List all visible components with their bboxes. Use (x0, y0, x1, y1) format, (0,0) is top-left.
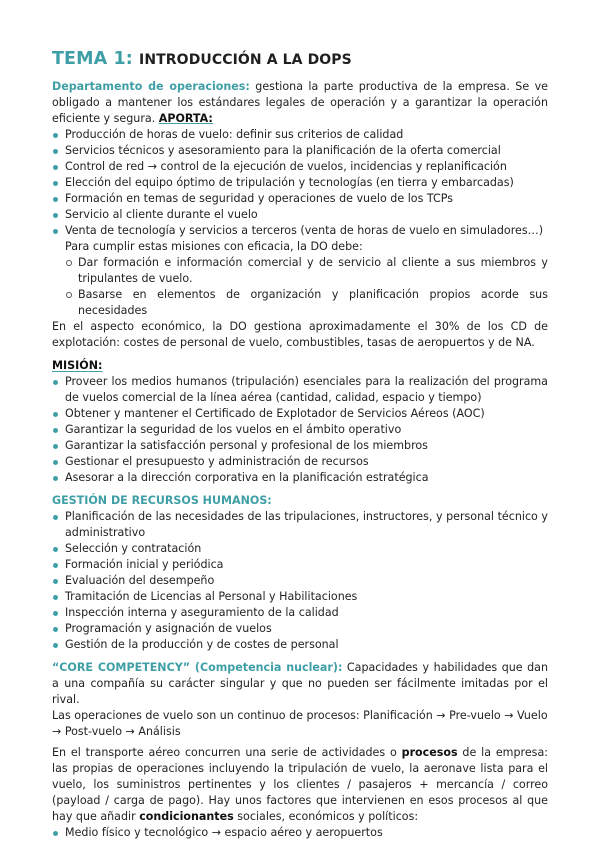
list-item: Venta de tecnología y servicios a terceros (venta de horas de vuelo en simuladores…) (52, 223, 548, 239)
list-item: Producción de horas de vuelo: definir sus criterios de calidad (52, 127, 548, 143)
core-text: Capacidades y habilidades que dan a una compañía su carácter singular y que no pueden ser fácilmente imitadas por el rival. (52, 661, 548, 706)
intro-label: Departamento de operaciones: (52, 80, 250, 93)
page-title (52, 48, 548, 71)
list-item: Gestionar el presupuesto y administración de recursos (52, 454, 548, 470)
transport-bold-1: procesos (401, 746, 458, 759)
econ-paragraph: En el aspecto económico, la DO gestiona aproximadamente el 30% de los CD de explotación: costes de personal de vuelo, combustibles, tasas de aeropuertos y de NA. (52, 320, 548, 349)
list-item: Gestión de la producción y de costes de personal (52, 637, 548, 653)
list-item: Proveer los medios humanos (tripulación) esenciales para la realización del programa de vuelos comercial de la línea aérea (cantidad, calidad, espacio y tiempo) (52, 374, 548, 406)
processes-paragraph: Las operaciones de vuelo son un continuo de procesos: Planificación → Pre-vuelo → Vuelo → Post-vuelo → Análisis (52, 709, 548, 738)
transport-text-2: de la empresa: las propias de operaciones incluyendo la tripulación de vuelo, la aeronave lista para el vuelo, los suministros pertinentes y los clientes / pasajeros + mercancía / correo (payload / carga de pago). Hay unos factores que intervienen en esos procesos al que hay que añadir (52, 746, 548, 823)
title-text: INTRODUCCIÓN A LA DOPS (139, 52, 352, 68)
mision-title: MISIÓN: (52, 359, 103, 372)
rrhh-title: GESTIÓN DE RECURSOS HUMANOS: (52, 494, 272, 507)
list-item: Selección y contratación (52, 541, 548, 557)
list-item: Garantizar la satisfacción personal y profesional de los miembros (52, 438, 548, 454)
transport-bold-2: condicionantes (139, 810, 234, 823)
core-label: “CORE COMPETENCY” (Competencia nuclear): (52, 661, 343, 674)
title-number: TEMA 1: (52, 49, 133, 69)
list-item: Servicios técnicos y asesoramiento para la planificación de la oferta comercial (52, 143, 548, 159)
mision-list (52, 374, 548, 486)
list-item: Formación inicial y periódica (52, 557, 548, 573)
transport-text-3: sociales, económicos y políticos: (233, 810, 419, 823)
list-item: Evaluación del desempeño (52, 573, 548, 589)
list-item: Planificación de las necesidades de las tripulaciones, instructores, y personal técnico y administrativo (52, 509, 548, 541)
list-item: Medio físico y tecnológico → espacio aéreo y aeropuertos (52, 825, 548, 841)
list-item: Programación y asignación de vuelos (52, 621, 548, 637)
do-list (52, 255, 548, 319)
do-intro: Para cumplir estas misiones con eficacia, la DO debe: (65, 240, 363, 253)
list-item: Elección del equipo óptimo de tripulación y tecnologías (en tierra y embarcadas) (52, 175, 548, 191)
transport-paragraph (52, 745, 548, 825)
intro-text: gestiona la parte productiva de la empresa. Se ve obligado a mantener los estándares legales de operación y a garantizar la operación eficiente y segura. (52, 80, 548, 125)
transport-text-1: En el transporte aéreo concurren una serie de actividades o (52, 746, 402, 759)
list-item: Dar formación e información comercial y de servicio al cliente a sus miembros y tripulantes de vuelo. (52, 255, 548, 287)
aporta-label: APORTA: (158, 112, 213, 125)
rrhh-list (52, 509, 548, 653)
list-item: Control de red → control de la ejecución de vuelos, incidencias y replanificación (52, 159, 548, 175)
intro-paragraph (52, 79, 548, 127)
final-list (52, 825, 548, 841)
list-item: Asesorar a la dirección corporativa en la planificación estratégica (52, 470, 548, 486)
list-item: Tramitación de Licencias al Personal y Habilitaciones (52, 589, 548, 605)
list-item: Inspección interna y aseguramiento de la calidad (52, 605, 548, 621)
list-item: Servicio al cliente durante el vuelo (52, 207, 548, 223)
list-item: Garantizar la seguridad de los vuelos en el ámbito operativo (52, 422, 548, 438)
list-item: Formación en temas de seguridad y operaciones de vuelo de los TCPs (52, 191, 548, 207)
list-item: Obtener y mantener el Certificado de Explotador de Servicios Aéreos (AOC) (52, 406, 548, 422)
list-item: Basarse en elementos de organización y planificación propios acorde sus necesidades (52, 287, 548, 319)
aporta-list (52, 127, 548, 239)
core-paragraph (52, 660, 548, 708)
